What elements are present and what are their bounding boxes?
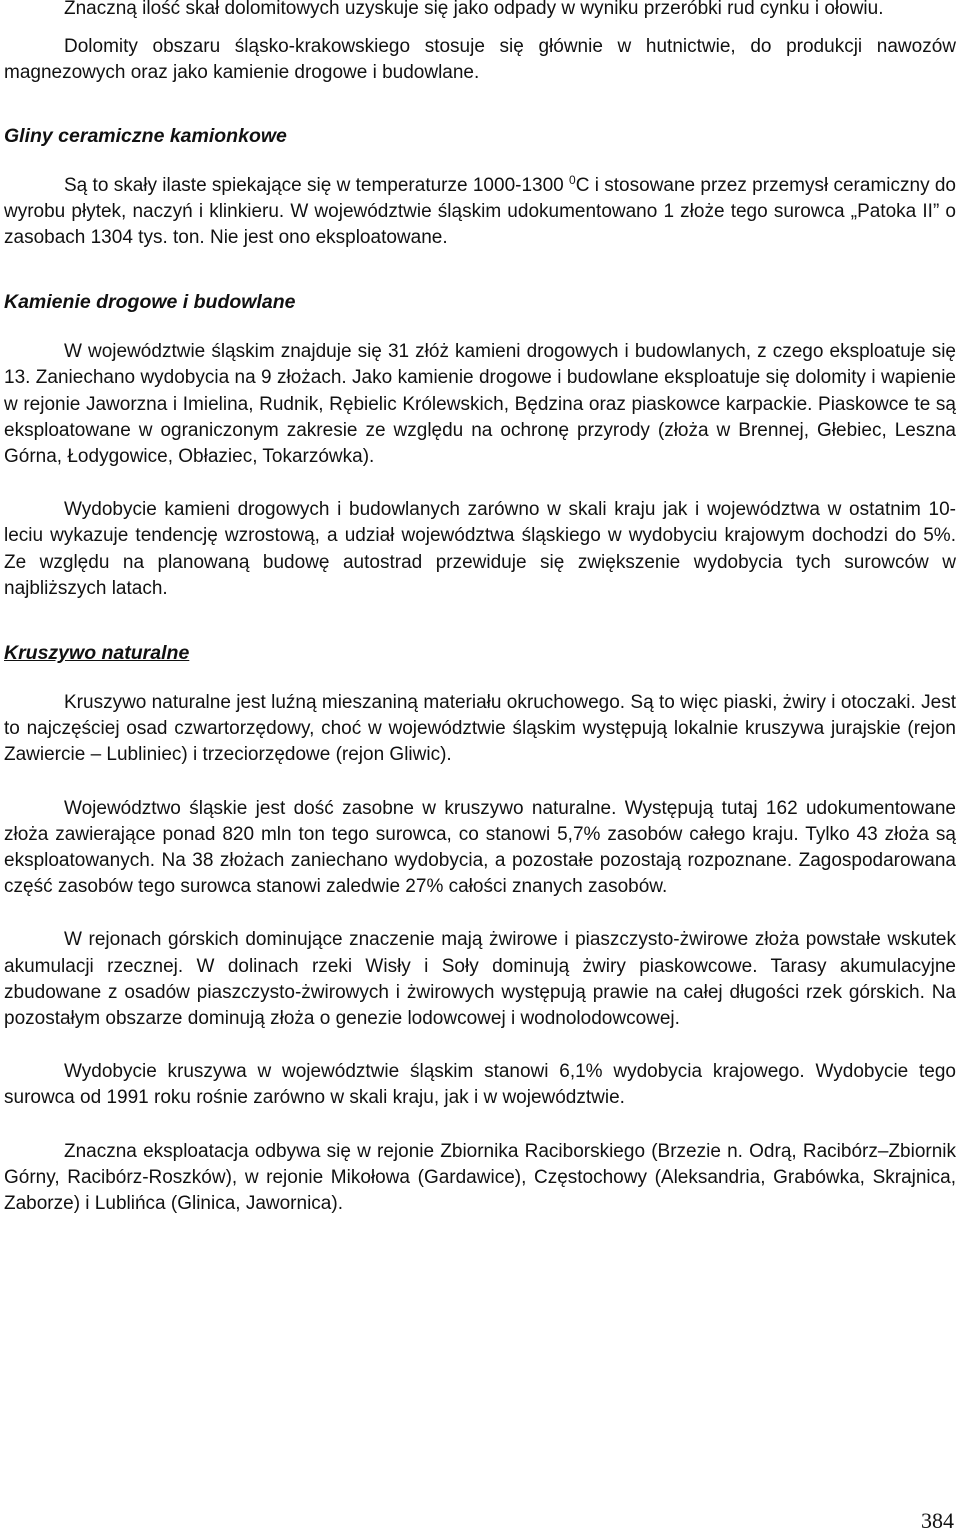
paragraph-kruszywo-wydobycie: Wydobycie kruszywa w województwie śląskim stanowi 6,1% wydobycia krajowego. Wydobycie tego surowca od 1991 roku rośnie zarówno w skali kraju, jak i w województwie. — [4, 1061, 956, 1109]
paragraph-kamienie-zloza: W województwie śląskim znajduje się 31 złóż kamieni drogowych i budowlanych, z czego eksploatuje się 13. Zaniechano wydobycia na 9 złożach. Jako kamienie drogowe i budowlane eksploatuje się dolomity i wapienie w rejonie Jaworzna i Imielina, Rudnik, Rębielic Królewskich, Będzina oraz piaskowce karpackie. Piaskowce te są eksploatowane w ograniczonym zakresie ze względu na ochronę przyrody (złoża w Brennej, Głebiec, Leszna Górna, Łodygowice, Obłaziec, Tokarzówka). — [4, 341, 956, 468]
paragraph-dolomity-odpady: Znaczną ilość skał dolomitowych uzyskuje się jako odpady w wyniku przeróbki rud cynku i ołowiu. — [64, 0, 884, 19]
paragraph-gliny — [4, 173, 956, 252]
paragraph-kruszywo-zasoby: Województwo śląskie jest dość zasobne w kruszywo naturalne. Występują tutaj 162 udokumentowane złoża zawierające ponad 820 mln ton tego surowca, co stanowi 5,7% zasobów całego kraju. Tylko 43 złoża są eksploatowanych. Na 38 złożach zaniechano wydobycia, a pozostałe pozostają rozpoznane. Zagospodarowana część zasobów tego surowca stanowi zaledwie 27% całości znanych zasobów. — [4, 797, 956, 898]
temperature-superscript: 0 — [569, 172, 576, 187]
document-page — [4, 0, 956, 1217]
page-number: 384 — [921, 1508, 954, 1533]
paragraph-kruszywo-eksploatacja: Znaczna eksploatacja odbywa się w rejonie Zbiornika Raciborskiego (Brzezie n. Odrą, Racibórz–Zbiornik Górny, Racibórz-Roszków), w rejonie Mikołowa (Gardawice), Częstochowy (Aleksandria, Grabówka, Skrajnica, Zaborze) i Lublińca (Glinica, Jawornica). — [4, 1140, 956, 1215]
paragraph-gliny-text-2: C i stosowane przez przemysł ceramiczny do wyrobu płytek, naczyń i klinkieru. W województwie śląskim udokumentowano 1 złoże tego surowca „Patoka II” o zasobach 1304 tys. ton. Nie jest ono eksploatowane. — [4, 174, 957, 249]
paragraph-kruszywo-definicja: Kruszywo naturalne jest luźną mieszaniną materiału okruchowego. Są to więc piaski, żwiry i otoczaki. Jest to najczęściej osad czwartorzędowy, choć w województwie śląskim występują lokalnie kruszywa jurajskie (rejon Zawiercie – Lubliniec) i trzeciorzędowe (rejon Gliwic). — [4, 692, 956, 766]
heading-kamienie-drogowe: Kamienie drogowe i budowlane — [4, 291, 296, 314]
paragraph-kamienie-wydobycie: Wydobycie kamieni drogowych i budowlanych zarówno w skali kraju jak i województwa w ostatnim 10-leciu wykazuje tendencję wzrostową, a udział województwa śląskiego w wydobyciu krajowym dochodzi do 5%. Ze względu na planowaną budowę autostrad przewiduje się zwiększenie wydobycia tych surowców w najbliższych latach. — [4, 499, 956, 599]
heading-kruszywo-naturalne: Kruszywo naturalne — [4, 642, 190, 665]
paragraph-dolomity-zastosowanie: Dolomity obszaru śląsko-krakowskiego stosuje się głównie w hutnictwie, do produkcji nawozów magnezowych oraz jako kamienie drogowe i budowlane. — [4, 36, 956, 84]
paragraph-gliny-text-1: Są to skały ilaste spiekające się w temperaturze 1000-1300 — [64, 174, 570, 196]
paragraph-kruszywo-rejony-gorskie: W rejonach górskich dominujące znaczenie mają żwirowe i piaszczysto-żwirowe złoża powstałe wskutek akumulacji rzecznej. W dolinach rzeki Wisły i Soły dominują żwiry piaskowcowe. Tarasy akumulacyjne zbudowane z osadów piaszczysto-żwirowych i żwirowych występują prawie na całej długości rzek górskich. Na pozostałym obszarze dominują złoża o genezie lodowcowej i wodnolodowcowej. — [4, 929, 956, 1030]
heading-gliny-ceramiczne: Gliny ceramiczne kamionkowe — [4, 124, 287, 147]
